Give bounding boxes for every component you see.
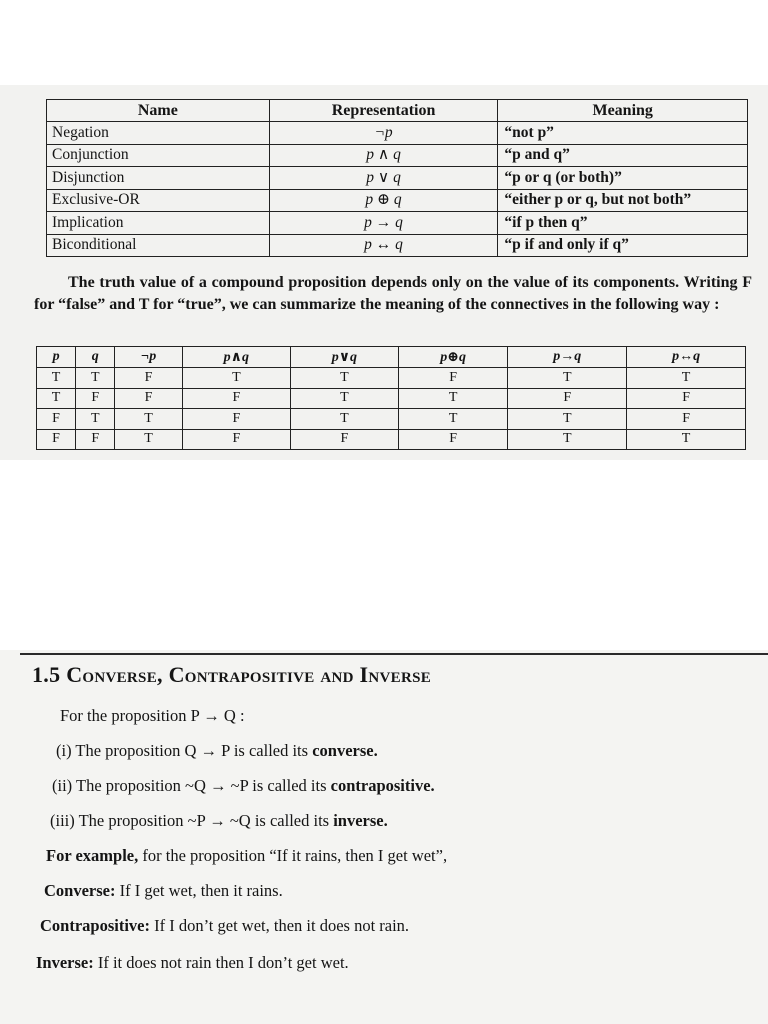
connective-representation: p ↔ q [269, 234, 498, 257]
table-row [47, 234, 748, 257]
table-row [47, 122, 748, 145]
table-header-row [47, 100, 748, 122]
connective-meaning: “either p or q, but not both” [498, 189, 748, 212]
truth-value-cell: T [398, 388, 508, 409]
connective-meaning: “p if and only if q” [498, 234, 748, 257]
connective-meaning: “if p then q” [498, 212, 748, 235]
truth-value-cell: T [627, 429, 746, 450]
list-item-text: (ii) The proposition ~Q → ~P is called its [52, 776, 331, 795]
converse-text: If I get wet, then it rains. [115, 881, 283, 900]
column-header: p∧q [182, 347, 290, 368]
connective-name: Biconditional [47, 234, 270, 257]
term-inverse: inverse. [333, 811, 388, 830]
column-header: Meaning [498, 100, 748, 122]
contrapositive-text: If I don’t get wet, then it does not rain. [150, 916, 410, 935]
truth-value-cell: T [115, 409, 183, 430]
truth-value-cell: F [627, 388, 746, 409]
truth-value-cell: T [627, 368, 746, 389]
truth-value-cell: T [508, 409, 627, 430]
connective-representation: p ⊕ q [269, 189, 498, 212]
truth-value-cell: F [115, 368, 183, 389]
column-header: Name [47, 100, 270, 122]
connective-representation: p → q [269, 212, 498, 235]
connective-name: Conjunction [47, 144, 270, 167]
list-item [50, 811, 388, 831]
truth-value-cell: F [398, 429, 508, 450]
table-row [47, 167, 748, 190]
section-title: 1.5 Converse, Contrapositive and Inverse [32, 662, 432, 687]
example-line [46, 846, 447, 866]
column-header: p [37, 347, 76, 368]
truth-value-cell: T [76, 368, 115, 389]
table-row [37, 388, 746, 409]
contrapositive-line [40, 916, 409, 936]
connective-representation: p ∧ q [269, 144, 498, 167]
truth-value-cell: F [37, 409, 76, 430]
truth-value-cell: F [76, 429, 115, 450]
truth-value-cell: F [182, 388, 290, 409]
list-item-text: (i) The proposition Q → P is called its [56, 741, 313, 760]
connective-name: Exclusive-OR [47, 189, 270, 212]
truth-value-cell: F [115, 388, 183, 409]
truth-value-cell: T [115, 429, 183, 450]
truth-value-cell: F [627, 409, 746, 430]
truth-value-cell: T [182, 368, 290, 389]
truth-value-cell: F [508, 388, 627, 409]
truth-value-cell: F [398, 368, 508, 389]
truth-value-cell: T [37, 388, 76, 409]
paragraph [34, 272, 752, 316]
contrapositive-label: Contrapositive: [40, 916, 150, 935]
table-row [37, 409, 746, 430]
list-item [52, 776, 435, 796]
truth-value-cell: T [290, 388, 398, 409]
truth-value-cell: T [290, 409, 398, 430]
table-row [47, 144, 748, 167]
intro-line: For the proposition P → Q : [60, 706, 245, 725]
connective-representation: p ∨ q [269, 167, 498, 190]
column-header: ¬p [115, 347, 183, 368]
truth-value-cell: T [290, 368, 398, 389]
table-row [37, 368, 746, 389]
list-item [56, 741, 378, 761]
connective-meaning: “p and q” [498, 144, 748, 167]
section-divider [20, 653, 768, 655]
truth-value-cell: F [182, 429, 290, 450]
column-header: Representation [269, 100, 498, 122]
column-header: p∨q [290, 347, 398, 368]
column-header: p⊕q [398, 347, 508, 368]
connective-meaning: “p or q (or both)” [498, 167, 748, 190]
truth-value-cell: T [508, 368, 627, 389]
connective-representation: ¬p [269, 122, 498, 145]
table-row [37, 429, 746, 450]
truth-value-cell: T [398, 409, 508, 430]
connective-meaning: “not p” [498, 122, 748, 145]
column-header: p→q [508, 347, 627, 368]
connective-name: Disjunction [47, 167, 270, 190]
inverse-line [36, 953, 349, 973]
truth-value-cell: F [182, 409, 290, 430]
truth-value-cell: T [508, 429, 627, 450]
truth-value-cell: T [76, 409, 115, 430]
term-converse: converse. [312, 741, 378, 760]
table-row [47, 189, 748, 212]
connective-name: Negation [47, 122, 270, 145]
list-item-text: (iii) The proposition ~P → ~Q is called its [50, 811, 334, 830]
truth-value-cell: F [290, 429, 398, 450]
converse-label: Converse: [44, 881, 116, 900]
example-text: for the proposition “If it rains, then I get wet”, [138, 846, 448, 865]
table-row [47, 212, 748, 235]
inverse-text: If it does not rain then I don’t get wet. [93, 953, 349, 972]
converse-line [44, 881, 283, 901]
term-contrapositive: contrapositive. [330, 776, 435, 795]
example-label: For example, [46, 846, 139, 865]
truth-value-cell: T [37, 368, 76, 389]
inverse-label: Inverse: [36, 953, 94, 972]
connectives-table [46, 99, 748, 257]
column-header: q [76, 347, 115, 368]
column-header: p↔q [627, 347, 746, 368]
table-header-row [37, 347, 746, 368]
connective-name: Implication [47, 212, 270, 235]
truth-table [36, 346, 746, 450]
paragraph-text: The truth value of a compound proposition depends only on the value of its components. Writing F for “false” and T for “true”, we can summarize the meaning of the connectives in the following way : [34, 274, 752, 313]
truth-value-cell: F [76, 388, 115, 409]
truth-value-cell: F [37, 429, 76, 450]
